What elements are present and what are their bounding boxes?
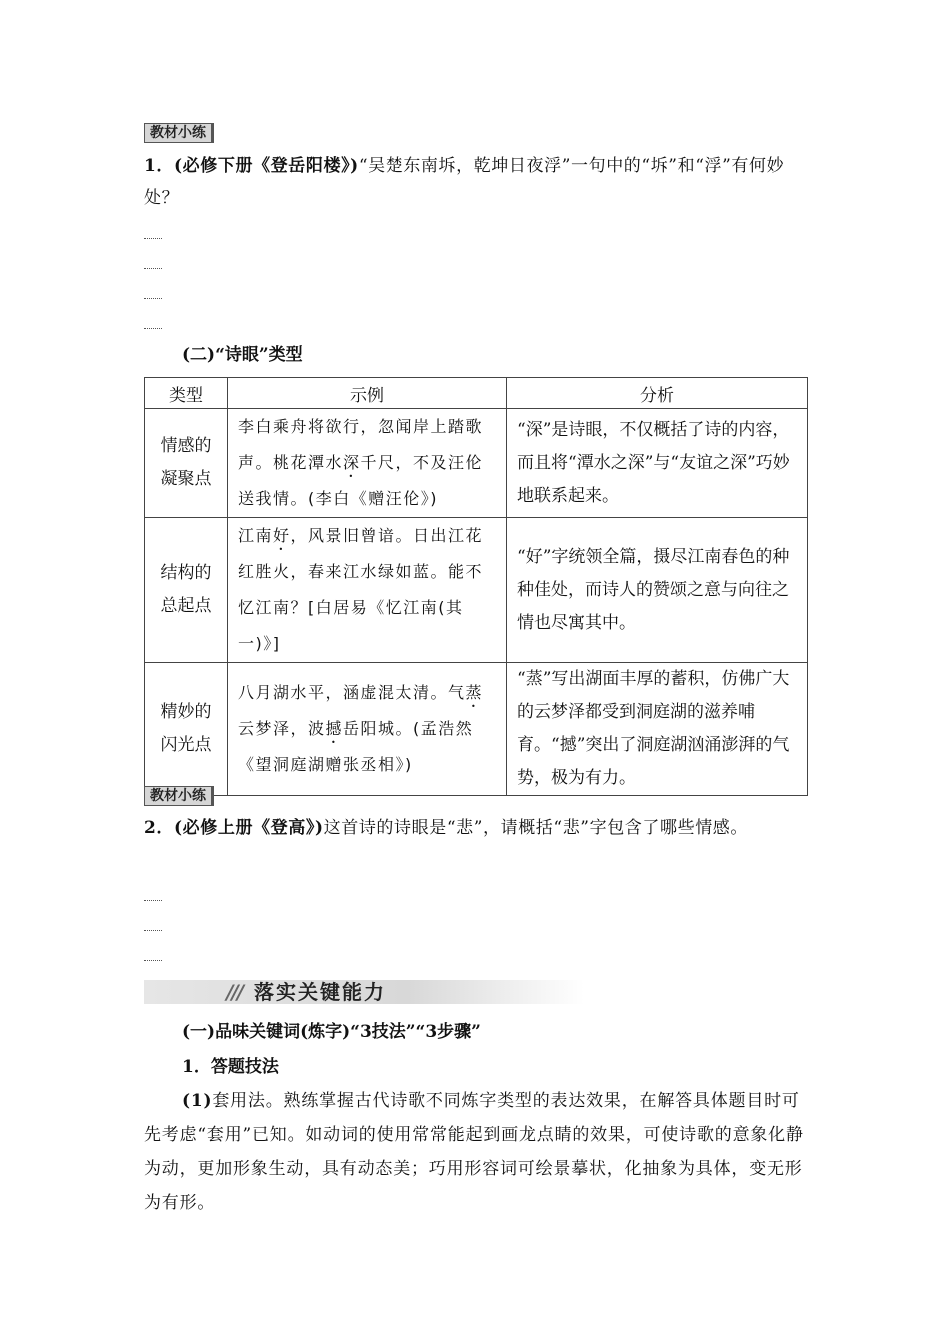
paragraph-label: (1)	[182, 1091, 213, 1111]
column-header: 类型	[145, 378, 228, 409]
part-heading: (一)品味关键词(炼字)“3技法”“3步骤”	[182, 1022, 481, 1042]
question-text: 这首诗的诗眼是“悲”，请概括“悲”字包含了哪些情感。	[323, 818, 748, 838]
answer-line	[144, 298, 162, 299]
answer-line	[144, 900, 162, 901]
table-row	[145, 518, 808, 663]
analysis-cell: “蒸”写出湖面丰厚的蓄积，仿佛广大的云梦泽都受到洞庭湖的滋养哺育。“撼”突出了洞庭湖汹涌澎湃的气势，极为有力。	[507, 663, 808, 796]
answer-line	[144, 328, 162, 329]
poem-eye-types-table	[144, 377, 808, 796]
type-cell: 精妙的闪光点	[145, 663, 228, 796]
type-cell: 结构的总起点	[145, 518, 228, 663]
body-paragraph	[144, 1084, 808, 1220]
subsection-heading: (二)“诗眼”类型	[182, 345, 303, 365]
question-2	[144, 812, 808, 844]
column-header: 示例	[228, 378, 507, 409]
banner-title: 落实关键能力	[254, 980, 386, 1004]
table-row	[145, 409, 808, 518]
section-banner	[144, 980, 584, 1004]
question-number: 1．	[144, 156, 175, 176]
exercise-badge: 教材小练	[144, 123, 214, 143]
answer-line	[144, 960, 162, 961]
answer-line	[144, 930, 162, 931]
type-cell: 情感的凝聚点	[145, 409, 228, 518]
paragraph-text: 套用法。熟练掌握古代诗歌不同炼字类型的表达效果，在解答具体题目时可先考虑“套用”已知。如动词的使用常常能起到画龙点睛的效果，可使诗歌的意象化静为动，更加形象生动，具有动态美；巧用形容词可绘景摹状，化抽象为具体，变无形为有形。	[144, 1091, 804, 1213]
question-text: “吴楚东南坼，乾坤日夜浮”一句中的“坼”和“浮”有何妙处？	[144, 156, 785, 208]
point-heading: 1．答题技法	[182, 1057, 279, 1077]
exercise-badge: 教材小练	[144, 786, 214, 806]
example-cell: 八月湖水平，涵虚混太清。气蒸云梦泽，波撼岳阳城。(孟浩然《望洞庭湖赠张丞相》)	[228, 663, 507, 796]
table-row	[145, 663, 808, 796]
key-character: 蒸	[465, 683, 484, 702]
analysis-cell: “好”字统领全篇，摄尽江南春色的种种佳处，而诗人的赞颂之意与向往之情也尽寓其中。	[507, 518, 808, 663]
key-character: 深	[343, 453, 361, 472]
question-number: 2．	[144, 818, 175, 838]
key-character: 撼	[325, 719, 344, 738]
column-header: 分析	[507, 378, 808, 409]
example-cell: 李白乘舟将欲行，忽闻岸上踏歌声。桃花潭水深千尺，不及汪伦送我情。(李白《赠汪伦》)	[228, 409, 507, 518]
banner-slashes: ///	[226, 980, 242, 1004]
analysis-cell: “深”是诗眼，不仅概括了诗的内容，而且将“潭水之深”与“友谊之深”巧妙地联系起来。	[507, 409, 808, 518]
key-character: 好	[273, 526, 291, 545]
question-source: (必修上册《登高》)	[174, 818, 324, 838]
question-source: (必修下册《登岳阳楼》)	[174, 156, 359, 176]
answer-line	[144, 238, 162, 239]
question-1	[144, 150, 808, 214]
table-header-row	[145, 378, 808, 409]
example-cell: 江南好，风景旧曾谙。日出江花红胜火，春来江水绿如蓝。能不忆江南？[白居易《忆江南(其一)》]	[228, 518, 507, 663]
answer-line	[144, 268, 162, 269]
